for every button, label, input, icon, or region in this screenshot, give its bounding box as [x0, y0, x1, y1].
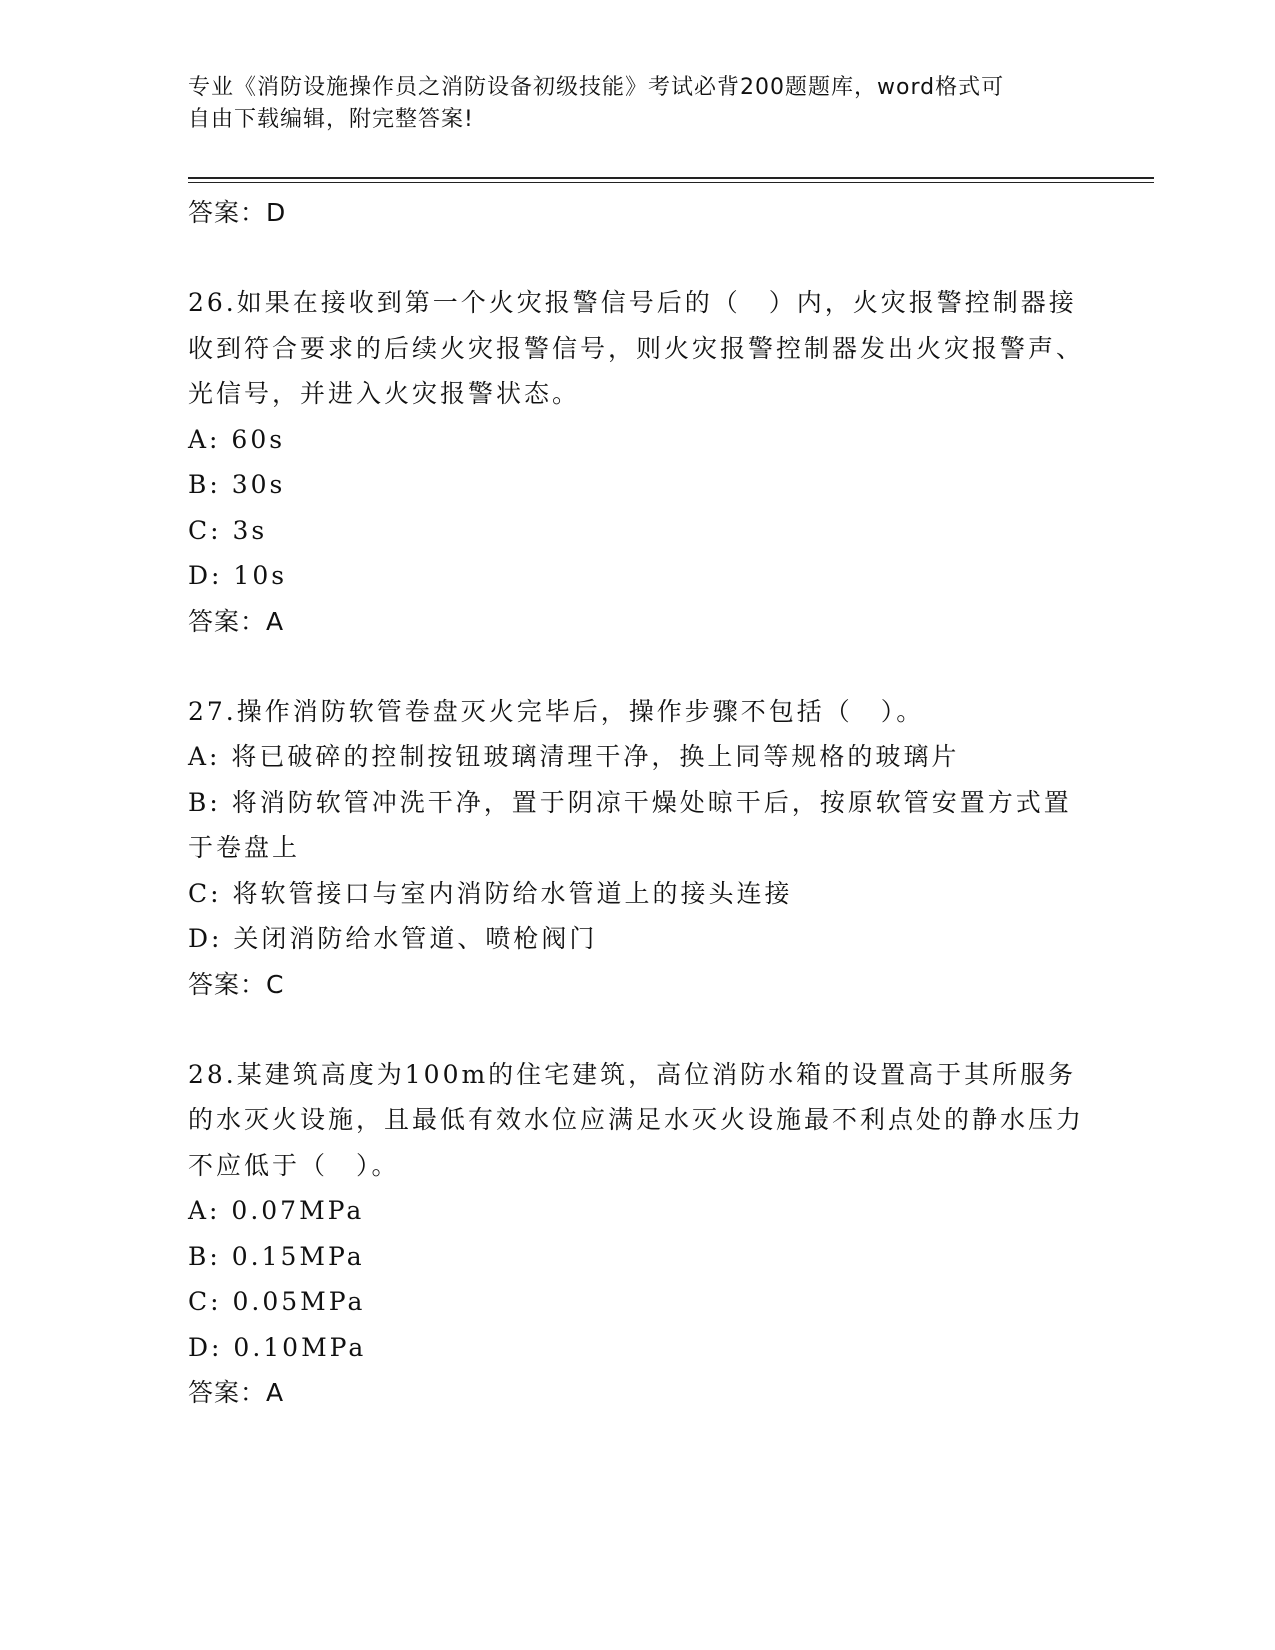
answer-line: 答案：A	[188, 1378, 285, 1407]
document-header	[188, 72, 1068, 136]
option-d: D: 关闭消防给水管道、喷枪阀门	[188, 924, 598, 953]
header-divider-thick	[188, 177, 1154, 179]
question-26	[188, 280, 1088, 644]
previous-answer: 答案：D	[188, 198, 287, 227]
option-c: C: 0.05MPa	[188, 1287, 366, 1316]
option-b: B: 将消防软管冲洗干净，置于阴凉干燥处晾干后，按原软管安置方式置于卷盘上	[188, 787, 1072, 862]
question-28	[188, 1052, 1088, 1416]
answer-line: 答案：A	[188, 606, 285, 636]
question-stem: 28.某建筑高度为100m的住宅建筑，高位消防水箱的设置高于其所服务的水灭火设施，且最低有效水位应满足水灭火设施最不利点处的静水压力不应低于（ ）。	[188, 1059, 1085, 1180]
option-c: C: 3s	[188, 515, 268, 545]
header-line-1: 专业《消防设施操作员之消防设备初级技能》考试必背200题题库，word格式可	[188, 75, 1005, 100]
option-a: A: 60s	[188, 424, 286, 454]
option-b: B: 0.15MPa	[188, 1241, 365, 1271]
question-27	[188, 689, 1088, 1007]
option-d: D: 0.10MPa	[188, 1332, 367, 1362]
answer-line: 答案：C	[188, 969, 285, 999]
option-a: A: 将已破碎的控制按钮玻璃清理干净，换上同等规格的玻璃片	[188, 742, 960, 771]
question-stem: 27.操作消防软管卷盘灭火完毕后，操作步骤不包括（ ）。	[188, 696, 925, 726]
option-b: B: 30s	[188, 470, 286, 499]
question-stem: 26.如果在接收到第一个火灾报警信号后的（ ）内，火灾报警控制器接收到符合要求的后续火灾报警信号，则火灾报警控制器发出火灾报警声、光信号，并进入火灾报警状态。	[188, 288, 1085, 408]
header-divider-thin	[188, 182, 1154, 183]
option-c: C: 将软管接口与室内消防给水管道上的接头连接	[188, 878, 793, 908]
option-d: D: 10s	[188, 561, 288, 590]
option-a: A: 0.07MPa	[188, 1196, 365, 1225]
header-line-2: 自由下载编辑，附完整答案!	[188, 107, 474, 132]
question-list	[188, 190, 1088, 1415]
